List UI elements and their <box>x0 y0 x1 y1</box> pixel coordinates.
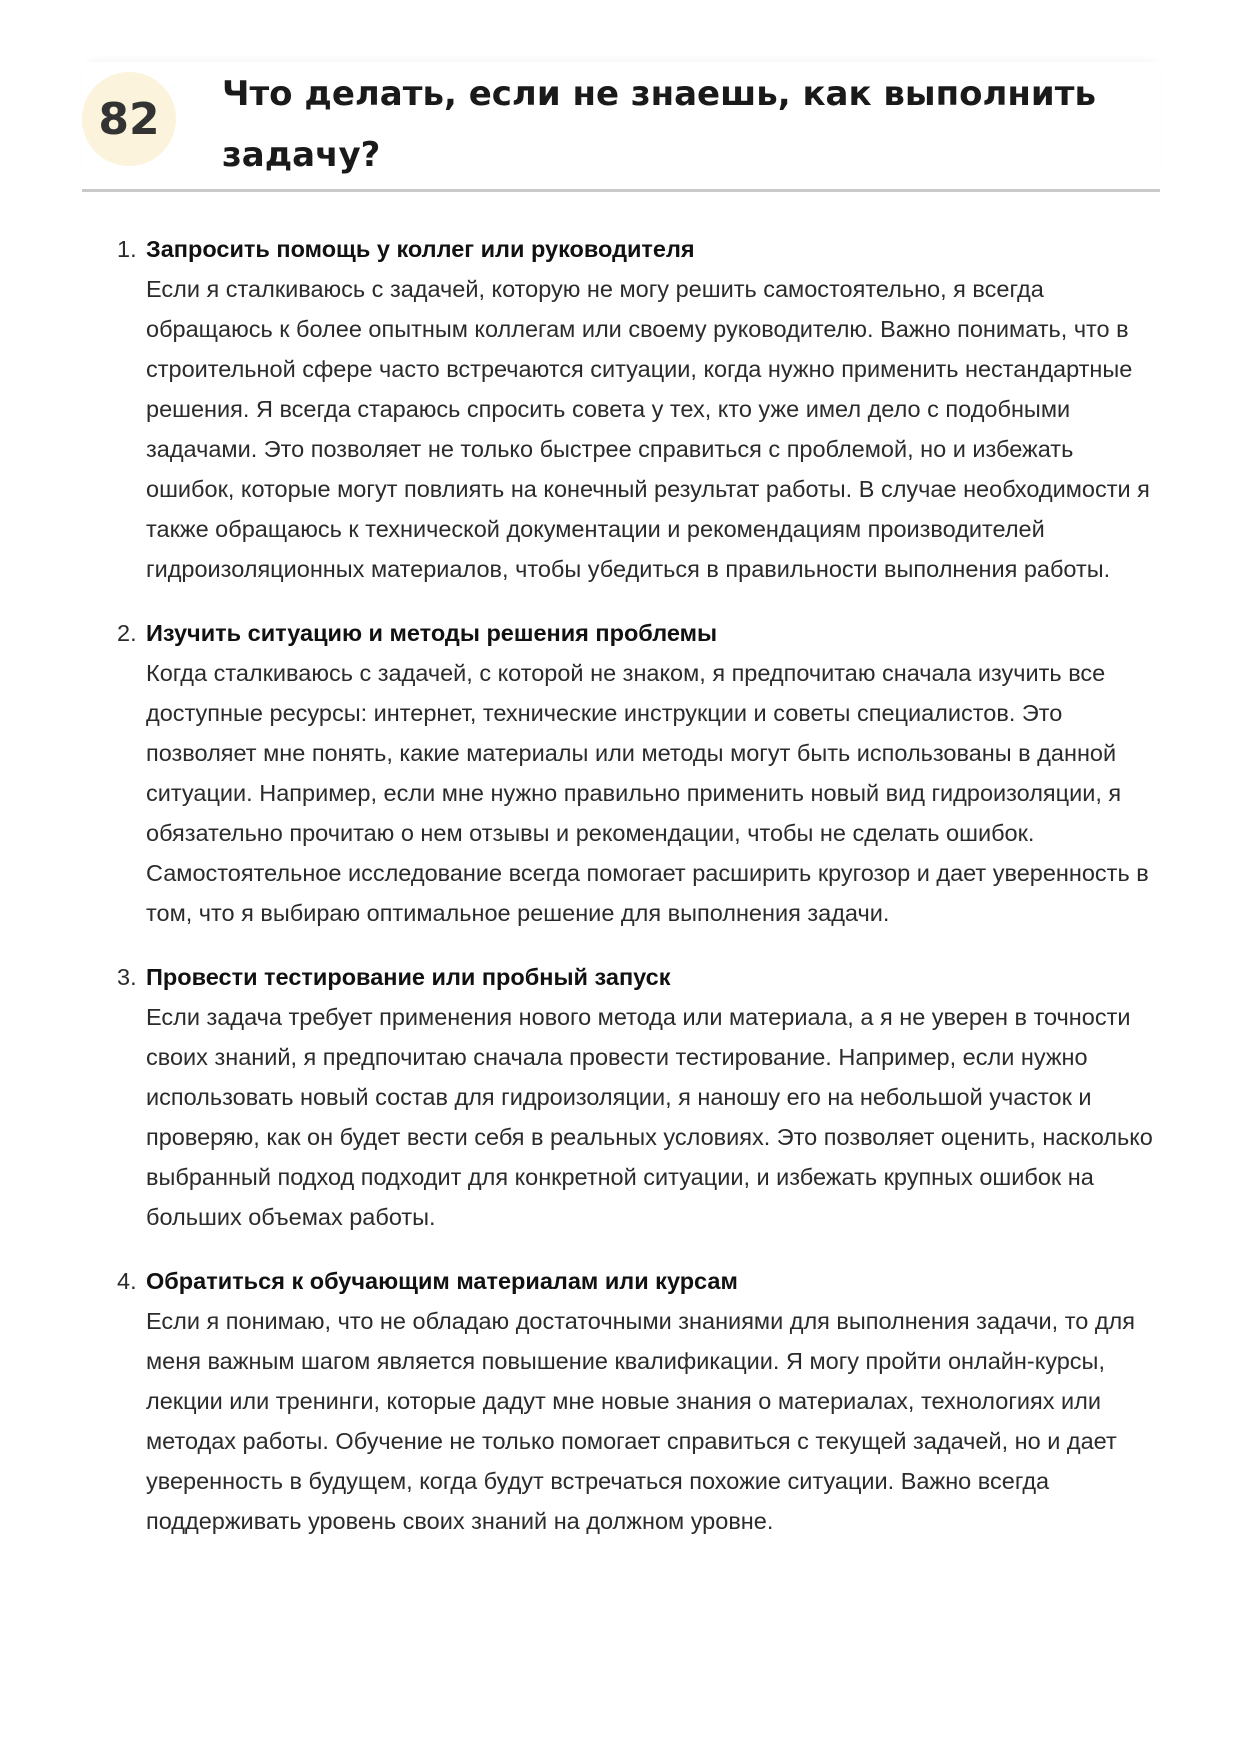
page-title: Что делать, если не знаешь, как выполнить задачу? <box>222 74 1096 175</box>
section-number-badge: 82 <box>82 72 176 166</box>
section-header <box>82 62 1160 192</box>
list-item-heading: Провести тестирование или пробный запуск <box>146 964 671 990</box>
list-item-body: Если я сталкиваюсь с задачей, которую не могу решить самостоятельно, я всегда обращаюсь к более опытным коллегам или своему руководителю. Важно понимать, что в строительной сфере часто встречаются ситуации, когда нужно применить нестандартные решения. Я всегда стараюсь спросить совета у тех, кто уже имел дело с подобными задачами. Это позволяет не только быстрее справиться с проблемой, но и избежать ошибок, которые могут повлиять на конечный результат работы. В случае необходимости я также обращаюсь к технической документации и рекомендациям производителей гидроизоляционных материалов, чтобы убедиться в правильности выполнения работы. <box>146 276 1150 582</box>
list-item-number: 1. <box>117 236 137 262</box>
list-item-number: 3. <box>117 964 137 990</box>
list-item-heading: Запросить помощь у коллег или руководителя <box>146 236 695 262</box>
list-item-number: 4. <box>117 1268 137 1294</box>
list-item <box>117 1261 1157 1541</box>
list-item <box>117 957 1157 1237</box>
list-item-number: 2. <box>117 620 137 646</box>
list-item-heading: Изучить ситуацию и методы решения проблемы <box>146 620 718 646</box>
list-item-heading: Обратиться к обучающим материалам или курсам <box>146 1268 738 1294</box>
list-item <box>117 229 1157 589</box>
list-item-body: Если задача требует применения нового метода или материала, а я не уверен в точности своих знаний, я предпочитаю сначала провести тестирование. Например, если нужно использовать новый состав для гидроизоляции, я наношу его на небольшой участок и проверяю, как он будет вести себя в реальных условиях. Это позволяет оценить, насколько выбранный подход подходит для конкретной ситуации, и избежать крупных ошибок на больших объемах работы. <box>146 1004 1153 1230</box>
list-item-body: Когда сталкиваюсь с задачей, с которой не знаком, я предпочитаю сначала изучить все доступные ресурсы: интернет, технические инструкции и советы специалистов. Это позволяет мне понять, какие материалы или методы могут быть использованы в данной ситуации. Например, если мне нужно правильно применить новый вид гидроизоляции, я обязательно прочитаю о нем отзывы и рекомендации, чтобы не сделать ошибок. Самостоятельное исследование всегда помогает расширить кругозор и дает уверенность в том, что я выбираю оптимальное решение для выполнения задачи. <box>146 660 1149 926</box>
list-item-body: Если я понимаю, что не обладаю достаточными знаниями для выполнения задачи, то для меня важным шагом является повышение квалификации. Я могу пройти онлайн-курсы, лекции или тренинги, которые дадут мне новые знания о материалах, технологиях или методах работы. Обучение не только помогает справиться с текущей задачей, но и дает уверенность в будущем, когда будут встречаться похожие ситуации. Важно всегда поддерживать уровень своих знаний на должном уровне. <box>146 1308 1135 1534</box>
list-item <box>117 613 1157 933</box>
numbered-list <box>117 229 1157 1565</box>
